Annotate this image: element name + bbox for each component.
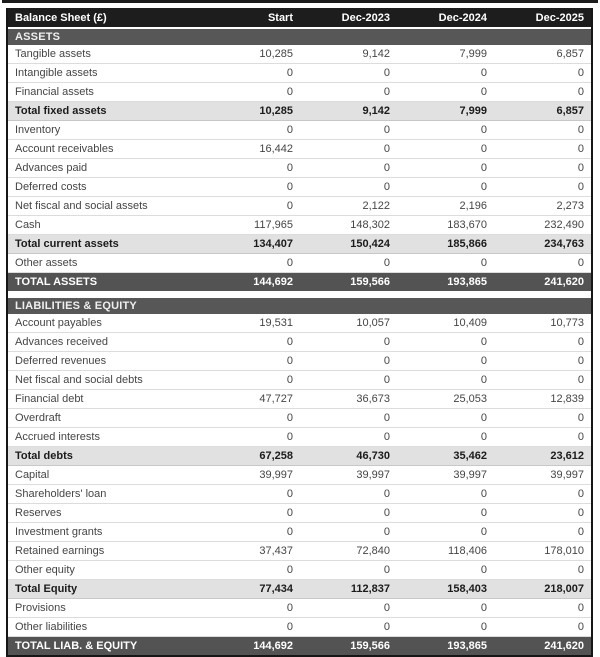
row-label: Advances received [8,333,203,352]
cell-value: 0 [300,83,397,102]
cell-value: 0 [300,618,397,637]
cell-value: 0 [203,523,300,542]
table-body [8,28,591,655]
table-row [8,254,591,273]
section-header-row [8,298,591,314]
section-title: LIABILITIES & EQUITY [8,298,591,314]
row-label: Cash [8,216,203,235]
cell-value: 0 [397,599,494,618]
cell-value: 0 [203,599,300,618]
cell-value: 25,053 [397,390,494,409]
row-label: Reserves [8,504,203,523]
cell-value: 234,763 [494,235,591,254]
cell-value: 6,857 [494,102,591,121]
table-row [8,178,591,197]
cell-value: 0 [494,523,591,542]
cell-value: 39,997 [494,466,591,485]
cell-value: 159,566 [300,637,397,656]
cell-value: 134,407 [203,235,300,254]
cell-value: 185,866 [397,235,494,254]
cell-value: 0 [397,352,494,371]
row-label: Total debts [8,447,203,466]
table-row [8,637,591,656]
cell-value: 150,424 [300,235,397,254]
cell-value: 0 [494,371,591,390]
cell-value: 0 [300,485,397,504]
cell-value: 0 [494,159,591,178]
cell-value: 0 [397,254,494,273]
table-row [8,390,591,409]
cell-value: 7,999 [397,45,494,64]
cell-value: 0 [300,523,397,542]
cell-value: 16,442 [203,140,300,159]
cell-value: 46,730 [300,447,397,466]
cell-value: 0 [397,83,494,102]
cell-value: 0 [300,504,397,523]
cell-value: 183,670 [397,216,494,235]
section-header-row [8,28,591,45]
cell-value: 0 [300,333,397,352]
cell-value: 72,840 [300,542,397,561]
cell-value: 10,285 [203,45,300,64]
cell-value: 47,727 [203,390,300,409]
cell-value: 0 [397,523,494,542]
cell-value: 0 [203,197,300,216]
cell-value: 0 [203,83,300,102]
row-label: Account payables [8,314,203,333]
cell-value: 232,490 [494,216,591,235]
cell-value: 0 [203,121,300,140]
cell-value: 0 [494,178,591,197]
table-row [8,273,591,292]
cell-value: 148,302 [300,216,397,235]
row-label: Inventory [8,121,203,140]
cell-value: 2,196 [397,197,494,216]
cell-value: 9,142 [300,102,397,121]
cell-value: 0 [494,352,591,371]
cell-value: 10,409 [397,314,494,333]
table-row [8,314,591,333]
cell-value: 0 [203,333,300,352]
cell-value: 12,839 [494,390,591,409]
cell-value: 0 [397,64,494,83]
cell-value: 0 [300,64,397,83]
cell-value: 0 [494,121,591,140]
top-rule [2,0,598,3]
cell-value: 0 [397,159,494,178]
cell-value: 9,142 [300,45,397,64]
cell-value: 0 [494,485,591,504]
table-row [8,580,591,599]
cell-value: 0 [300,371,397,390]
cell-value: 144,692 [203,273,300,292]
cell-value: 6,857 [494,45,591,64]
row-label: Other liabilities [8,618,203,637]
cell-value: 39,997 [203,466,300,485]
cell-value: 77,434 [203,580,300,599]
cell-value: 23,612 [494,447,591,466]
table-row [8,409,591,428]
cell-value: 0 [300,561,397,580]
cell-value: 0 [300,352,397,371]
cell-value: 0 [494,618,591,637]
column-header-dec-2024: Dec-2024 [397,8,494,28]
cell-value: 0 [397,121,494,140]
cell-value: 36,673 [300,390,397,409]
cell-value: 37,437 [203,542,300,561]
cell-value: 178,010 [494,542,591,561]
cell-value: 0 [300,599,397,618]
table-row [8,102,591,121]
cell-value: 0 [300,409,397,428]
cell-value: 0 [203,371,300,390]
cell-value: 0 [494,504,591,523]
column-header-dec-2025: Dec-2025 [494,8,591,28]
row-label: Deferred costs [8,178,203,197]
row-label: Financial debt [8,390,203,409]
cell-value: 0 [397,428,494,447]
table-row [8,159,591,178]
balance-sheet-table [8,8,591,655]
table-row [8,523,591,542]
table-row [8,352,591,371]
row-label: TOTAL ASSETS [8,273,203,292]
cell-value: 0 [397,561,494,580]
table-row [8,83,591,102]
cell-value: 241,620 [494,273,591,292]
row-label: Other assets [8,254,203,273]
row-label: Capital [8,466,203,485]
cell-value: 0 [397,178,494,197]
table-row [8,121,591,140]
table-row [8,561,591,580]
cell-value: 19,531 [203,314,300,333]
cell-value: 0 [494,83,591,102]
cell-value: 0 [203,254,300,273]
cell-value: 0 [397,504,494,523]
row-label: Total current assets [8,235,203,254]
cell-value: 35,462 [397,447,494,466]
table-title: Balance Sheet (£) [8,8,203,28]
table-row [8,371,591,390]
row-label: Advances paid [8,159,203,178]
cell-value: 0 [203,409,300,428]
cell-value: 0 [494,428,591,447]
row-label: Total Equity [8,580,203,599]
cell-value: 0 [300,159,397,178]
cell-value: 159,566 [300,273,397,292]
cell-value: 67,258 [203,447,300,466]
cell-value: 0 [397,618,494,637]
cell-value: 39,997 [397,466,494,485]
cell-value: 0 [203,618,300,637]
table-row [8,485,591,504]
cell-value: 10,057 [300,314,397,333]
cell-value: 0 [494,409,591,428]
row-label: Accrued interests [8,428,203,447]
table-row [8,428,591,447]
row-label: Deferred revenues [8,352,203,371]
table-row [8,542,591,561]
row-label: TOTAL LIAB. & EQUITY [8,637,203,656]
cell-value: 0 [397,409,494,428]
cell-value: 193,865 [397,637,494,656]
row-label: Net fiscal and social debts [8,371,203,390]
column-header-dec-2023: Dec-2023 [300,8,397,28]
section-title: ASSETS [8,28,591,45]
row-label: Other equity [8,561,203,580]
row-label: Retained earnings [8,542,203,561]
section-spacer [8,291,591,298]
cell-value: 0 [203,561,300,580]
cell-value: 0 [300,428,397,447]
cell-value: 241,620 [494,637,591,656]
table-row [8,235,591,254]
cell-value: 0 [203,485,300,504]
table-row [8,197,591,216]
cell-value: 144,692 [203,637,300,656]
cell-value: 0 [494,140,591,159]
cell-value: 0 [494,64,591,83]
cell-value: 0 [203,504,300,523]
cell-value: 193,865 [397,273,494,292]
cell-value: 7,999 [397,102,494,121]
cell-value: 118,406 [397,542,494,561]
cell-value: 0 [397,371,494,390]
row-label: Provisions [8,599,203,618]
row-label: Account receivables [8,140,203,159]
cell-value: 0 [203,159,300,178]
cell-value: 0 [300,178,397,197]
cell-value: 0 [397,333,494,352]
cell-value: 158,403 [397,580,494,599]
spacer-cell [8,291,591,298]
table-row [8,599,591,618]
cell-value: 0 [203,64,300,83]
cell-value: 0 [300,254,397,273]
table-row [8,447,591,466]
cell-value: 0 [494,254,591,273]
cell-value: 2,122 [300,197,397,216]
row-label: Shareholders' loan [8,485,203,504]
cell-value: 0 [494,561,591,580]
cell-value: 0 [397,140,494,159]
row-label: Investment grants [8,523,203,542]
cell-value: 0 [397,485,494,504]
row-label: Tangible assets [8,45,203,64]
cell-value: 39,997 [300,466,397,485]
cell-value: 0 [300,121,397,140]
row-label: Intangible assets [8,64,203,83]
table-row [8,64,591,83]
cell-value: 117,965 [203,216,300,235]
table-header-row [8,8,591,28]
cell-value: 0 [494,333,591,352]
row-label: Financial assets [8,83,203,102]
table-row [8,140,591,159]
cell-value: 10,773 [494,314,591,333]
cell-value: 0 [203,352,300,371]
table-row [8,216,591,235]
table-row [8,466,591,485]
cell-value: 0 [203,178,300,197]
cell-value: 0 [203,428,300,447]
balance-sheet-frame [6,8,593,657]
table-row [8,504,591,523]
cell-value: 112,837 [300,580,397,599]
row-label: Total fixed assets [8,102,203,121]
cell-value: 10,285 [203,102,300,121]
cell-value: 2,273 [494,197,591,216]
table-row [8,45,591,64]
row-label: Overdraft [8,409,203,428]
cell-value: 0 [300,140,397,159]
cell-value: 0 [494,599,591,618]
row-label: Net fiscal and social assets [8,197,203,216]
table-row [8,333,591,352]
cell-value: 218,007 [494,580,591,599]
column-header-start: Start [203,8,300,28]
